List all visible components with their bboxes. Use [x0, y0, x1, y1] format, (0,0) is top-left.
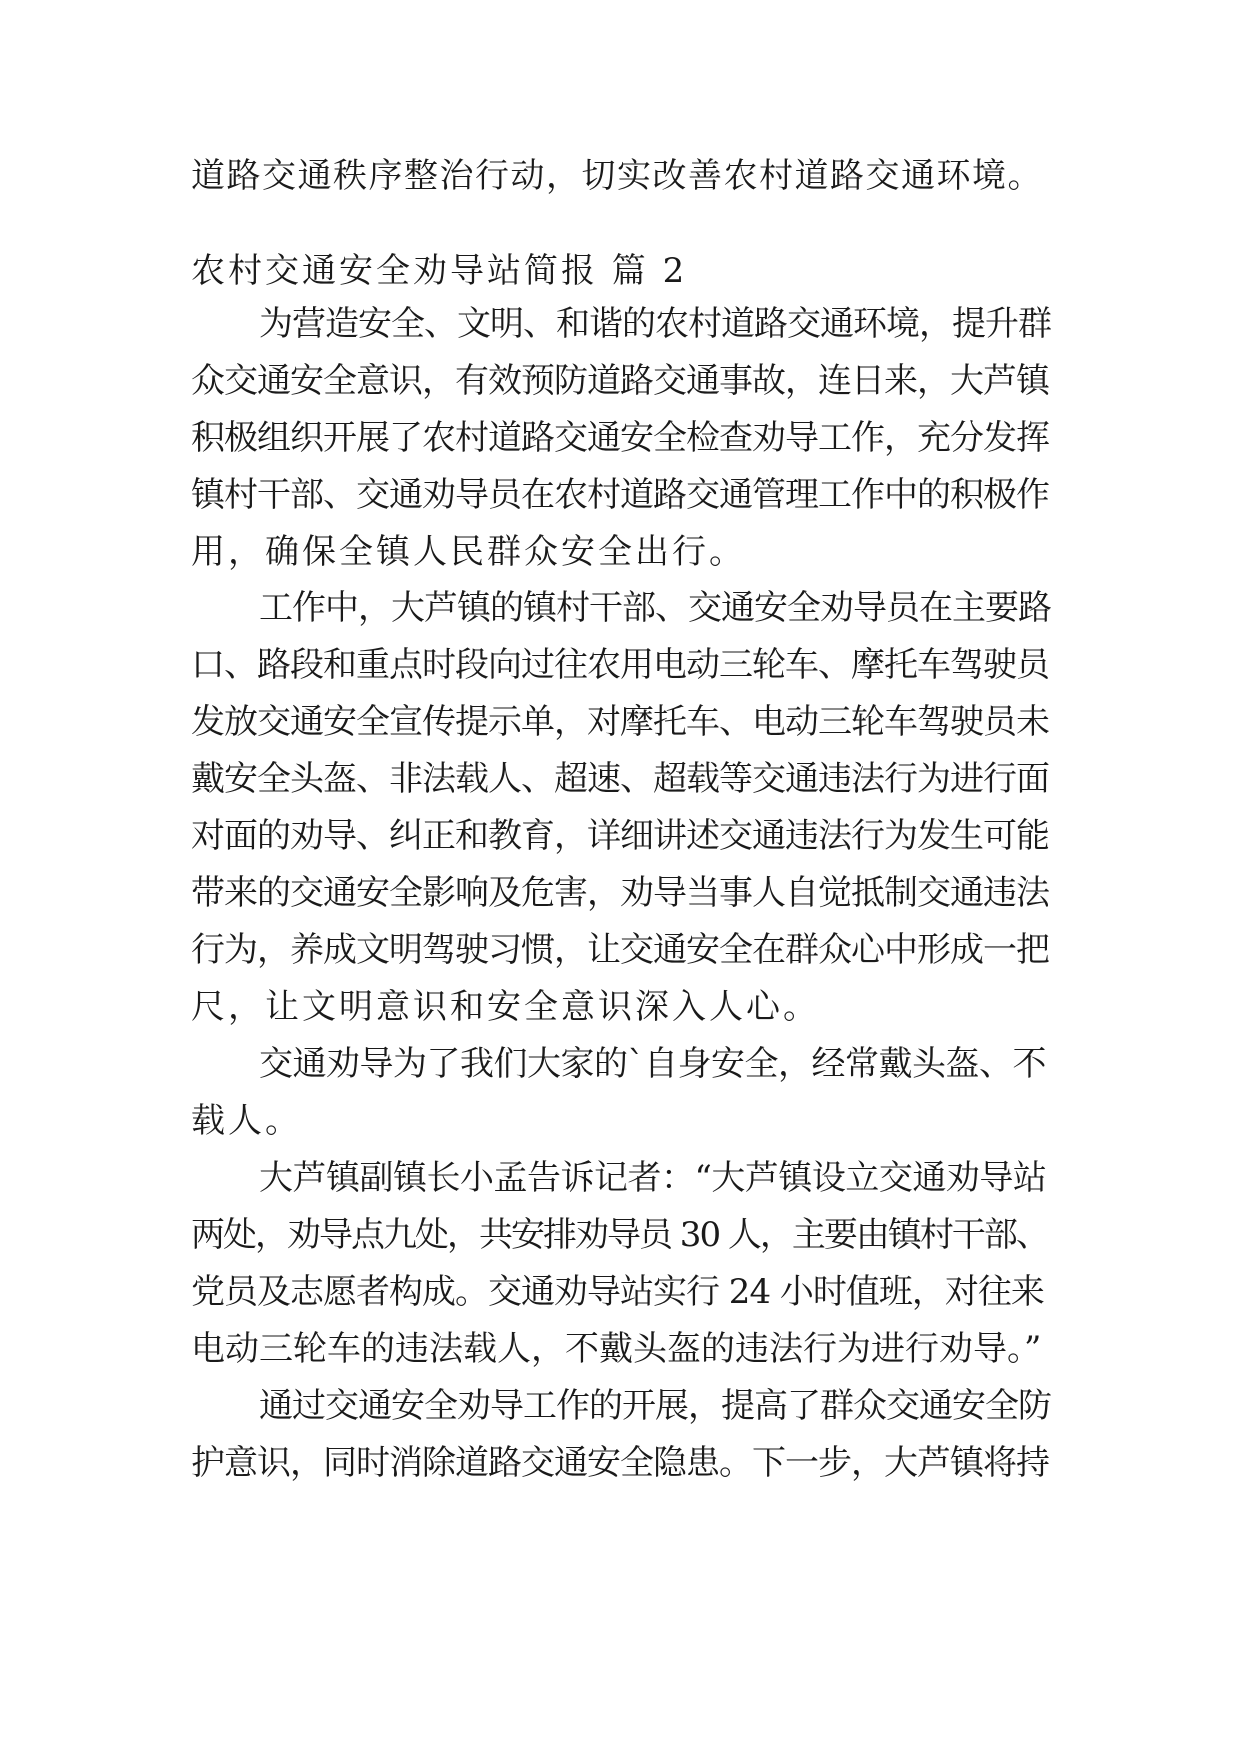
text-line: 口、路段和重点时段向过往农用电动三轮车、摩托车驾驶员 [191, 645, 1049, 685]
paragraph-1 [191, 296, 1051, 581]
text-line: 带来的交通安全影响及危害，劝导当事人自觉抵制交通违法 [191, 873, 1049, 913]
paragraph-2 [191, 580, 1051, 1036]
text-line: 党员及志愿者构成。交通劝导站实行 24 小时值班，对往来 [191, 1272, 1044, 1312]
text-line: 尺，让文明意识和安全意识深入人心。 [191, 987, 820, 1027]
paragraph-5 [191, 1378, 1051, 1492]
text-line: 积极组织开展了农村道路交通安全检查劝导工作，充分发挥 [191, 418, 1049, 458]
text-line: 发放交通安全宣传提示单，对摩托车、电动三轮车驾驶员未 [191, 702, 1049, 742]
text-line: 镇村干部、交通劝导员在农村道路交通管理工作中的积极作 [191, 475, 1049, 515]
text-line: 为营造安全、文明、和谐的农村道路交通环境，提升群 [259, 304, 1051, 344]
text-line: 电动三轮车的违法载人，不戴头盔的违法行为进行劝导。” [191, 1329, 1042, 1369]
section-title [191, 243, 1051, 300]
text-line: 载人。 [191, 1101, 302, 1141]
text-line: 众交通安全意识，有效预防道路交通事故，连日来，大芦镇 [191, 361, 1049, 401]
paragraph-continuation [191, 148, 1051, 205]
text-line: 用，确保全镇人民群众安全出行。 [191, 532, 746, 572]
text-line: 交通劝导为了我们大家的`自身安全，经常戴头盔、不 [259, 1044, 1046, 1084]
text-line: 两处，劝导点九处，共安排劝导员 30 人，主要由镇村干部、 [191, 1215, 1048, 1255]
text-line: 护意识，同时消除道路交通安全隐患。下一步，大芦镇将持 [191, 1443, 1049, 1483]
text-line: 通过交通安全劝导工作的开展，提高了群众交通安全防 [259, 1386, 1051, 1426]
text-line: 戴安全头盔、非法载人、超速、超载等交通违法行为进行面 [191, 759, 1049, 799]
text-line: 大芦镇副镇长小孟告诉记者：“大芦镇设立交通劝导站 [259, 1158, 1047, 1198]
text-line: 行为，养成文明驾驶习惯，让交通安全在群众心中形成一把 [191, 930, 1049, 970]
paragraph-4 [191, 1150, 1051, 1378]
text-line: 工作中，大芦镇的镇村干部、交通安全劝导员在主要路 [259, 588, 1051, 628]
text-line: 对面的劝导、纠正和教育，详细讲述交通违法行为发生可能 [191, 816, 1049, 856]
paragraph-3 [191, 1036, 1051, 1150]
section-title-text: 农村交通安全劝导站简报 篇 2 [191, 251, 688, 291]
text-line: 道路交通秩序整治行动，切实改善农村道路交通环境。 [191, 156, 1043, 196]
